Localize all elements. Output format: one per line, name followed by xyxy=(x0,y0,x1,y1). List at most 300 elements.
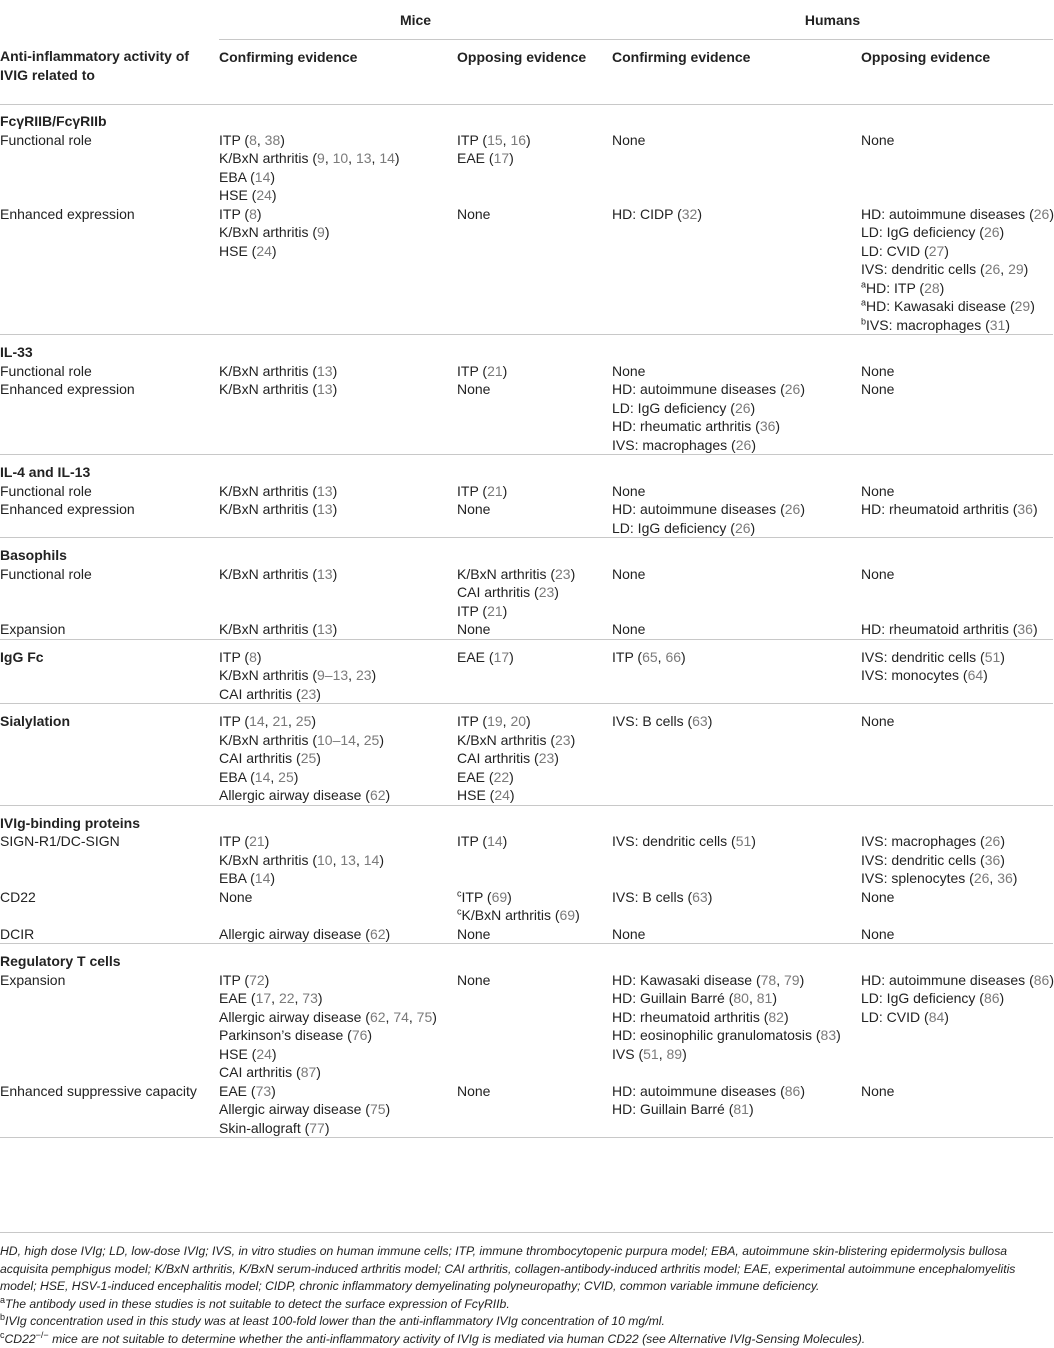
cell-entry: None xyxy=(612,482,861,501)
footnote-abbreviations: HD, high dose IVIg; LD, low-dose IVIg; IVS, in vitro studies on human immune cells; ITP, immune thrombocytopenic purpura model; EBA, autoimmune skin-blistering epidermolysis bullosa acquisita pemphigus model; K/BxN arthritis, K/BxN serum-induced arthritis model; CAI arthritis, collagen-antibody-induced arthritis model; EAE, experimental autoimmune encephalomyelitis model; HSE, HSV-1-induced encephalitis model; CIDP, chronic inflammatory demyelinating polyneuropathy; CVID, common variable immune deficiency. xyxy=(0,1243,1053,1296)
section-heading-row xyxy=(0,343,1053,362)
section-title: Sialylation xyxy=(0,712,219,805)
reference-number: 13 xyxy=(317,363,333,379)
reference-number: 10 xyxy=(333,150,349,166)
row-label: Functional role xyxy=(0,131,219,205)
mice-opposing-cell xyxy=(457,380,612,455)
cell-entry: LD: IgG deficiency (26) xyxy=(612,519,861,538)
cell-entry: HD: Kawasaki disease (78, 79) xyxy=(612,971,861,990)
cell-entry: EBA (14) xyxy=(219,168,457,187)
cell-entry: HD: autoimmune diseases (86) xyxy=(861,971,1053,990)
reference-number: 21 xyxy=(249,833,265,849)
reference-number: 31 xyxy=(990,317,1006,333)
cell-entry: K/BxN arthritis (13) xyxy=(219,482,457,501)
cell-entry: Parkinson’s disease (76) xyxy=(219,1026,457,1045)
cell-entry: ITP (21) xyxy=(457,482,612,501)
humans-confirming-cell xyxy=(612,620,861,639)
mice-confirming-cell xyxy=(219,131,457,205)
section-title: IgG Fc xyxy=(0,648,219,704)
footnote-c: $^c$CD22−/− mice are not suitable to determine whether the anti-inflammatory activity of IVIg is mediated via human CD22 (see Alternative IVIg-Sensing Molecules). xyxy=(0,1331,1053,1348)
humans-confirming-cell xyxy=(612,362,861,381)
cell-entry: $^b$IVS: macrophages (31) xyxy=(861,316,1053,335)
footnote-a-mark: a xyxy=(0,1294,5,1304)
cell-entry: ITP (15, 16) xyxy=(457,131,612,150)
row-label: Expansion xyxy=(0,971,219,1082)
reference-number: 14 xyxy=(379,150,395,166)
mice-confirming-cell xyxy=(219,482,457,501)
cell-entry: LD: CVID (27) xyxy=(861,242,1053,261)
reference-number: 36 xyxy=(997,870,1013,886)
cell-entry: K/BxN arthritis (13) xyxy=(219,380,457,399)
section-heading-row xyxy=(0,112,1053,131)
table-row xyxy=(0,500,1053,538)
reference-number: 75 xyxy=(417,1009,433,1025)
cell-entry: HSE (24) xyxy=(219,242,457,261)
mice-opposing-cell xyxy=(457,888,612,925)
cell-entry: ITP (19, 20) xyxy=(457,712,612,731)
cell-entry: Allergic airway disease (62, 74, 75) xyxy=(219,1008,457,1027)
humans-opposing-cell xyxy=(861,925,1053,944)
mice-confirming-cell xyxy=(219,500,457,538)
header-humans: Humans xyxy=(612,0,1053,39)
table-row xyxy=(0,205,1053,335)
cell-entry: IVS: dendritic cells (36) xyxy=(861,851,1053,870)
reference-number: 14 xyxy=(255,870,271,886)
cell-entry: K/BxN arthritis (23) xyxy=(457,731,612,750)
reference-number: 27 xyxy=(929,243,945,259)
cell-entry: $^a$HD: ITP (28) xyxy=(861,279,1053,298)
cell-entry: None xyxy=(612,620,861,639)
section-title: IVIg-binding proteins xyxy=(0,814,219,833)
reference-number: 13 xyxy=(356,150,372,166)
cell-entry: IVS: B cells (63) xyxy=(612,712,861,731)
reference-number: 25 xyxy=(278,769,294,785)
cell-entry: HD: rheumatoid arthritis (36) xyxy=(861,620,1053,639)
humans-confirming-cell xyxy=(612,648,861,704)
row-label: DCIR xyxy=(0,925,219,944)
cell-entry: K/BxN arthritis (10–14, 25) xyxy=(219,731,457,750)
reference-number: 23 xyxy=(539,584,555,600)
reference-number: 23 xyxy=(356,667,372,683)
header-mice-confirming: Confirming evidence xyxy=(219,39,457,105)
humans-confirming-cell xyxy=(612,131,861,205)
section-title: IL-33 xyxy=(0,343,219,362)
reference-number: 78 xyxy=(761,972,777,988)
reference-number: 86 xyxy=(1034,972,1050,988)
cell-entry: None xyxy=(457,620,612,639)
mice-confirming-cell xyxy=(219,380,457,455)
cell-entry: HD: autoimmune diseases (86) xyxy=(612,1082,861,1101)
reference-number: 26 xyxy=(736,437,752,453)
row-label: Functional role xyxy=(0,482,219,501)
humans-confirming-cell xyxy=(612,1082,861,1138)
cell-entry: $^a$HD: Kawasaki disease (29) xyxy=(861,297,1053,316)
reference-number: 86 xyxy=(984,990,1000,1006)
mice-confirming-cell xyxy=(219,888,457,925)
section-divider xyxy=(0,639,1053,648)
mice-opposing-cell xyxy=(457,1082,612,1138)
cell-entry: HD: autoimmune diseases (26) xyxy=(861,205,1053,224)
reference-number: 19 xyxy=(487,713,503,729)
humans-confirming-cell xyxy=(612,500,861,538)
table-row xyxy=(0,712,1053,805)
table-row xyxy=(0,131,1053,205)
reference-number: 8 xyxy=(249,649,257,665)
reference-number: 51 xyxy=(985,649,1001,665)
header-humans-opposing: Opposing evidence xyxy=(861,39,1053,105)
cell-entry: HD: autoimmune diseases (26) xyxy=(612,380,861,399)
section-divider xyxy=(0,704,1053,713)
reference-number: 79 xyxy=(784,972,800,988)
reference-number: 16 xyxy=(510,132,526,148)
reference-number: 21 xyxy=(487,603,503,619)
mice-opposing-cell xyxy=(457,362,612,381)
reference-number: 8 xyxy=(249,132,257,148)
humans-opposing-cell xyxy=(861,832,1053,888)
cell-entry: None xyxy=(457,205,612,224)
reference-number: 24 xyxy=(256,243,272,259)
reference-number: 36 xyxy=(760,418,776,434)
cell-entry: None xyxy=(861,362,1053,381)
section-divider xyxy=(0,335,1053,344)
table-row xyxy=(0,832,1053,888)
reference-number: 29 xyxy=(1015,298,1031,314)
cell-entry: HSE (24) xyxy=(219,186,457,205)
reference-number: 20 xyxy=(510,713,526,729)
humans-opposing-cell xyxy=(861,712,1053,805)
cell-entry: HD: rheumatic arthritis (36) xyxy=(612,417,861,436)
mice-opposing-cell xyxy=(457,832,612,888)
cell-entry: ITP (8) xyxy=(219,205,457,224)
cell-entry: Allergic airway disease (75) xyxy=(219,1100,457,1119)
table-row xyxy=(0,620,1053,639)
reference-number: 62 xyxy=(370,926,386,942)
footnote-b: $^b$IVIg concentration used in this study was at least 100-fold lower than the anti-inflammatory IVIg concentration of 10 mg/ml. xyxy=(0,1313,1053,1331)
row-label: CD22 xyxy=(0,888,219,925)
cell-entry: CAI arthritis (87) xyxy=(219,1063,457,1082)
reference-number: 17 xyxy=(256,990,272,1006)
humans-confirming-cell xyxy=(612,712,861,805)
reference-number: 83 xyxy=(821,1027,837,1043)
humans-confirming-cell xyxy=(612,925,861,944)
mice-confirming-cell xyxy=(219,565,457,621)
row-label: Expansion xyxy=(0,620,219,639)
table-body xyxy=(0,105,1053,1147)
reference-number: 66 xyxy=(665,649,681,665)
row-label: Enhanced expression xyxy=(0,500,219,538)
reference-number: 69 xyxy=(560,907,576,923)
section-divider xyxy=(0,944,1053,953)
cell-entry: None xyxy=(612,925,861,944)
cell-entry: None xyxy=(612,131,861,150)
cell-entry: K/BxN arthritis (9–13, 23) xyxy=(219,666,457,685)
reference-number: 9 xyxy=(317,224,325,240)
mice-confirming-cell xyxy=(219,925,457,944)
reference-number: 36 xyxy=(985,852,1001,868)
reference-number: 86 xyxy=(785,1083,801,1099)
cell-entry: None xyxy=(861,380,1053,399)
reference-number: 26 xyxy=(785,381,801,397)
reference-number: 26 xyxy=(785,501,801,517)
cell-entry: K/BxN arthritis (13) xyxy=(219,620,457,639)
cell-entry: CAI arthritis (23) xyxy=(457,749,612,768)
row-label: Functional role xyxy=(0,565,219,621)
cell-entry: LD: IgG deficiency (86) xyxy=(861,989,1053,1008)
cell-entry: EAE (22) xyxy=(457,768,612,787)
reference-number: 25 xyxy=(364,732,380,748)
reference-number: 36 xyxy=(1017,501,1033,517)
cell-entry: CAI arthritis (23) xyxy=(219,685,457,704)
cell-entry: IVS: dendritic cells (51) xyxy=(861,648,1053,667)
section-title: FcγRIIB/FcγRIIb xyxy=(0,112,219,131)
reference-number: 22 xyxy=(279,990,295,1006)
mice-opposing-cell xyxy=(457,131,612,205)
humans-opposing-cell xyxy=(861,620,1053,639)
cell-entry: None xyxy=(861,131,1053,150)
table-row xyxy=(0,362,1053,381)
reference-number: 77 xyxy=(309,1120,325,1136)
reference-number: 29 xyxy=(1008,261,1024,277)
reference-number: 32 xyxy=(682,206,698,222)
header-activity: Anti-inflammatory activity of IVIG related to xyxy=(0,39,219,105)
cell-entry: K/BxN arthritis (10, 13, 14) xyxy=(219,851,457,870)
cell-entry: Allergic airway disease (62) xyxy=(219,786,457,805)
reference-number: 24 xyxy=(494,787,510,803)
reference-number: 81 xyxy=(733,1101,749,1117)
reference-number: 14 xyxy=(487,833,503,849)
cell-entry: LD: IgG deficiency (26) xyxy=(612,399,861,418)
cell-entry: IVS: macrophages (26) xyxy=(612,436,861,455)
humans-opposing-cell xyxy=(861,362,1053,381)
cell-entry: EBA (14, 25) xyxy=(219,768,457,787)
table-row xyxy=(0,971,1053,1082)
section-divider xyxy=(0,538,1053,547)
section-title: Regulatory T cells xyxy=(0,952,219,971)
humans-confirming-cell xyxy=(612,971,861,1082)
cell-entry: HD: Guillain Barré (81) xyxy=(612,1100,861,1119)
section-title: Basophils xyxy=(0,546,219,565)
reference-number: 10 xyxy=(317,852,333,868)
reference-number: 10–14 xyxy=(317,732,356,748)
cell-entry: None xyxy=(457,971,612,990)
reference-number: 28 xyxy=(924,280,940,296)
cell-entry: LD: CVID (84) xyxy=(861,1008,1053,1027)
humans-opposing-cell xyxy=(861,482,1053,501)
reference-number: 82 xyxy=(768,1009,784,1025)
humans-opposing-cell xyxy=(861,131,1053,205)
reference-number: 63 xyxy=(692,889,708,905)
reference-number: 63 xyxy=(692,713,708,729)
reference-number: 21 xyxy=(272,713,288,729)
cell-entry: None xyxy=(457,500,612,519)
reference-number: 22 xyxy=(494,769,510,785)
table-row xyxy=(0,888,1053,925)
reference-number: 21 xyxy=(487,483,503,499)
row-label: Functional role xyxy=(0,362,219,381)
mice-confirming-cell xyxy=(219,971,457,1082)
humans-opposing-cell xyxy=(861,380,1053,455)
mice-opposing-cell xyxy=(457,925,612,944)
cell-entry: ITP (21) xyxy=(457,362,612,381)
cell-entry: K/BxN arthritis (13) xyxy=(219,362,457,381)
humans-confirming-cell xyxy=(612,380,861,455)
reference-number: 14 xyxy=(364,852,380,868)
cell-entry: IVS: splenocytes (26, 36) xyxy=(861,869,1053,888)
humans-confirming-cell xyxy=(612,832,861,888)
mice-opposing-cell xyxy=(457,971,612,1082)
cell-entry: K/BxN arthritis (23) xyxy=(457,565,612,584)
table-row xyxy=(0,925,1053,944)
reference-number: 74 xyxy=(393,1009,409,1025)
reference-number: 76 xyxy=(352,1027,368,1043)
section-divider xyxy=(0,455,1053,464)
cell-entry: None xyxy=(861,565,1053,584)
cell-entry: IVS: dendritic cells (26, 29) xyxy=(861,260,1053,279)
footnote-marker: c xyxy=(457,906,462,916)
cell-entry: IVS: monocytes (64) xyxy=(861,666,1053,685)
mice-confirming-cell xyxy=(219,620,457,639)
mice-confirming-cell xyxy=(219,712,457,805)
reference-number: 23 xyxy=(555,732,571,748)
cell-entry: EBA (14) xyxy=(219,869,457,888)
header-row-columns xyxy=(0,39,1053,105)
section-heading-row xyxy=(0,546,1053,565)
reference-number: 23 xyxy=(301,686,317,702)
reference-number: 64 xyxy=(968,667,984,683)
humans-opposing-cell xyxy=(861,1082,1053,1138)
reference-number: 65 xyxy=(642,649,658,665)
reference-number: 21 xyxy=(487,363,503,379)
reference-number: 9–13 xyxy=(317,667,348,683)
cell-entry: ITP (14, 21, 25) xyxy=(219,712,457,731)
reference-number: 62 xyxy=(370,1009,386,1025)
header-humans-confirming: Confirming evidence xyxy=(612,39,861,105)
cell-entry: None xyxy=(861,712,1053,731)
reference-number: 14 xyxy=(255,769,271,785)
reference-number: 36 xyxy=(1017,621,1033,637)
cell-entry: K/BxN arthritis (9) xyxy=(219,223,457,242)
cell-entry: CAI arthritis (25) xyxy=(219,749,457,768)
header-mice: Mice xyxy=(219,0,612,39)
cell-entry: ITP (14) xyxy=(457,832,612,851)
cell-entry: None xyxy=(861,888,1053,907)
reference-number: 13 xyxy=(317,483,333,499)
cell-entry: ITP (21) xyxy=(219,832,457,851)
mice-opposing-cell xyxy=(457,482,612,501)
section-divider xyxy=(0,105,1053,113)
reference-number: 26 xyxy=(974,870,990,886)
cell-entry: LD: IgG deficiency (26) xyxy=(861,223,1053,242)
cell-entry: ITP (8) xyxy=(219,648,457,667)
footnote-marker: a xyxy=(861,297,866,307)
reference-number: 13 xyxy=(317,621,333,637)
reference-number: 8 xyxy=(249,206,257,222)
cell-entry: K/BxN arthritis (9, 10, 13, 14) xyxy=(219,149,457,168)
humans-confirming-cell xyxy=(612,482,861,501)
cell-entry: HD: CIDP (32) xyxy=(612,205,861,224)
mice-opposing-cell xyxy=(457,205,612,335)
humans-opposing-cell xyxy=(861,500,1053,538)
reference-number: 17 xyxy=(494,649,510,665)
cell-entry: EAE (17) xyxy=(457,648,612,667)
reference-number: 72 xyxy=(249,972,265,988)
mice-confirming-cell xyxy=(219,832,457,888)
reference-number: 26 xyxy=(985,261,1001,277)
cell-entry: HSE (24) xyxy=(457,786,612,805)
reference-number: 62 xyxy=(370,787,386,803)
table-row xyxy=(0,380,1053,455)
mice-opposing-cell xyxy=(457,500,612,538)
mice-confirming-cell xyxy=(219,648,457,704)
row-label: Enhanced expression xyxy=(0,205,219,335)
mice-confirming-cell xyxy=(219,205,457,335)
section-heading-row xyxy=(0,463,1053,482)
section-title: IL-4 and IL-13 xyxy=(0,463,219,482)
cell-entry: IVS: dendritic cells (51) xyxy=(612,832,861,851)
footnote-b-mark: b xyxy=(0,1312,5,1322)
row-label: Enhanced suppressive capacity xyxy=(0,1082,219,1138)
reference-number: 17 xyxy=(494,150,510,166)
table-bottom-rule xyxy=(0,1138,1053,1147)
cell-entry: HSE (24) xyxy=(219,1045,457,1064)
humans-confirming-cell xyxy=(612,888,861,925)
header-row-groups xyxy=(0,0,1053,39)
section-heading-row xyxy=(0,814,1053,833)
cell-entry: None xyxy=(219,888,457,907)
cell-entry: HD: Guillain Barré (80, 81) xyxy=(612,989,861,1008)
reference-number: 26 xyxy=(1034,206,1050,222)
reference-number: 26 xyxy=(735,400,751,416)
footnote-marker: a xyxy=(861,279,866,289)
reference-number: 24 xyxy=(256,1046,272,1062)
reference-number: 14 xyxy=(249,713,265,729)
cell-entry: HD: eosinophilic granulomatosis (83) xyxy=(612,1026,861,1045)
cell-entry: $^c$ITP (69) xyxy=(457,888,612,907)
cell-entry: K/BxN arthritis (13) xyxy=(219,500,457,519)
cell-entry: None xyxy=(861,482,1053,501)
cell-entry: Allergic airway disease (62) xyxy=(219,925,457,944)
table-row xyxy=(0,565,1053,621)
reference-number: 26 xyxy=(735,520,751,536)
footnote-c-mark: c xyxy=(0,1329,5,1339)
reference-number: 15 xyxy=(487,132,503,148)
cell-entry: None xyxy=(457,380,612,399)
cell-entry: EAE (17) xyxy=(457,149,612,168)
cell-entry: $^c$K/BxN arthritis (69) xyxy=(457,906,612,925)
mice-confirming-cell xyxy=(219,362,457,381)
reference-number: 13 xyxy=(317,381,333,397)
humans-opposing-cell xyxy=(861,205,1053,335)
mice-opposing-cell xyxy=(457,620,612,639)
reference-number: 24 xyxy=(256,187,272,203)
table-row xyxy=(0,482,1053,501)
cell-entry: HD: rheumatoid arthritis (82) xyxy=(612,1008,861,1027)
mice-opposing-cell xyxy=(457,712,612,805)
reference-number: 51 xyxy=(643,1046,659,1062)
reference-number: 26 xyxy=(985,833,1001,849)
reference-number: 69 xyxy=(492,889,508,905)
reference-number: 25 xyxy=(301,750,317,766)
reference-number: 87 xyxy=(301,1064,317,1080)
reference-number: 84 xyxy=(929,1009,945,1025)
row-label: Enhanced expression xyxy=(0,380,219,455)
cell-entry: ITP (65, 66) xyxy=(612,648,861,667)
reference-number: 23 xyxy=(555,566,571,582)
cell-entry: EAE (73) xyxy=(219,1082,457,1101)
cell-entry: HD: autoimmune diseases (26) xyxy=(612,500,861,519)
reference-number: 25 xyxy=(296,713,312,729)
reference-number: 51 xyxy=(736,833,752,849)
